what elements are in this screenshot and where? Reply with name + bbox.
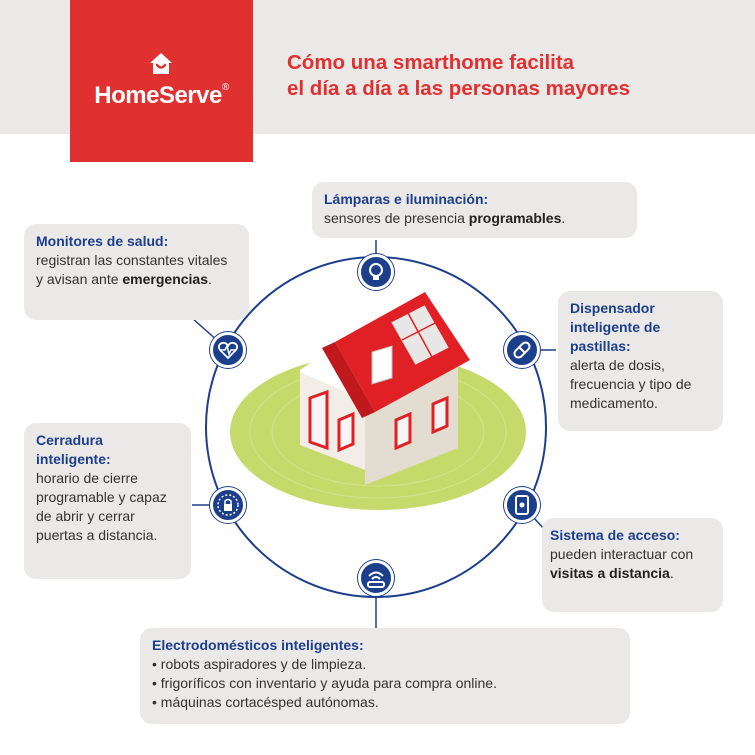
appliances-list [152, 655, 618, 712]
card-lock [24, 423, 191, 579]
card-health-text: registran las constantes vitales y avisan ante emergencias. [36, 252, 228, 287]
title-line-1: Cómo una smarthome facilita [287, 51, 575, 74]
heartbeat-icon [210, 332, 246, 368]
lightbulb-icon [358, 254, 394, 290]
title-line-2: el día a día a las personas mayores [287, 77, 630, 100]
card-pills-heading: Dispensador inteligente de pastillas: [570, 300, 661, 354]
logo-text: HomeServe® [94, 82, 229, 109]
card-lamps-text: sensores de presencia programables. [324, 210, 566, 226]
list-item: • robots aspiradores y de limpieza. [152, 655, 618, 674]
card-access [542, 518, 723, 612]
card-health [24, 224, 249, 320]
card-appliances-heading: Electrodomésticos inteligentes: [152, 637, 364, 653]
list-item: • máquinas cortacésped autónomas. [152, 693, 618, 712]
card-pills [558, 291, 723, 431]
card-lamps [312, 182, 637, 238]
card-lock-text: horario de cierre programable y capaz de abrir y cerrar puertas a distancia. [36, 470, 167, 543]
lock-icon [210, 487, 246, 523]
card-pills-text: alerta de dosis, frecuencia y tipo de medicamento. [570, 357, 692, 411]
card-lock-heading: Cerradura inteligente: [36, 432, 111, 467]
card-health-heading: Monitores de salud: [36, 233, 169, 249]
card-access-text: pueden interactuar con visitas a distancia. [550, 546, 694, 581]
card-appliances [140, 628, 630, 724]
wifi-appliance-icon [358, 560, 394, 596]
phone-icon [504, 487, 540, 523]
card-lamps-heading: Lámparas e iluminación: [324, 191, 489, 207]
list-item: • frigoríficos con inventario y ayuda para compra online. [152, 674, 618, 693]
pill-icon [504, 332, 540, 368]
card-access-heading: Sistema de acceso: [550, 527, 680, 543]
